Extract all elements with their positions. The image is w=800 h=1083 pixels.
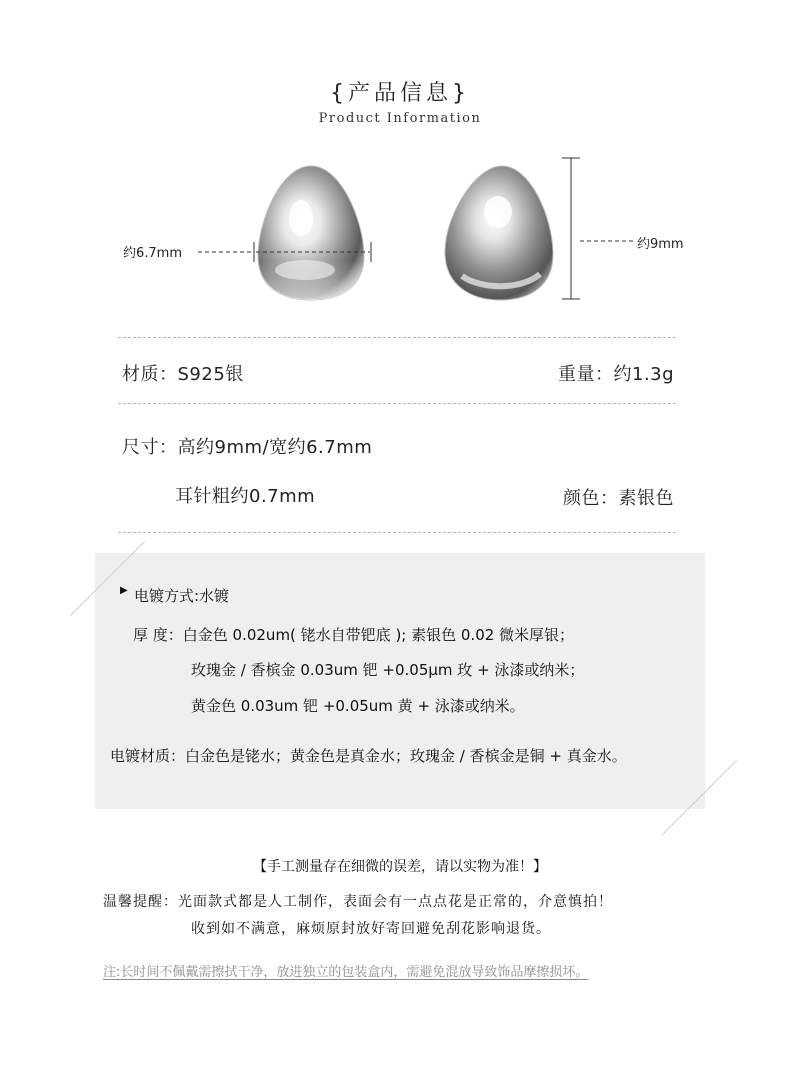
height-label: 约9mm [637,237,684,252]
earring-front-image [243,158,379,306]
divider [118,532,676,533]
earring-side-image [432,158,566,306]
plating-thickness-line2: 玫瑰金 / 香槟金 0.03um 钯 +0.05μm 玫 + 泳漆或纳米； [191,661,585,679]
plating-method: 电镀方式:水镀 [134,587,230,605]
title-chinese: {产品信息} [330,81,470,106]
reminder-line1: 温馨提醒：光面款式都是人工制作，表面会有一点点花是正常的，介意慎拍！ [103,894,613,910]
height-dimension-line [558,154,638,304]
measurement-notice: 【手工测量存在细微的误差，请以实物为准！】 [253,859,547,875]
material-spec: 材质：S925银 [122,364,244,385]
divider [118,403,676,404]
title-english: Product Information [318,111,482,126]
reminder-line2: 收到如不满意，麻烦原封放好寄回避免刮花影响退货。 [191,921,551,937]
plating-thickness-line1: 厚 度：白金色 0.02um( 铑水自带钯底 ); 素银色 0.02 微米厚银； [133,626,575,644]
weight-spec: 重量：约1.3g [558,364,675,385]
width-dimension-line [198,240,378,264]
plating-thickness-line3: 黄金色 0.03um 钯 +0.05um 黄 + 泳漆或纳米。 [191,697,525,715]
plating-method-marker: ▶ [120,585,128,596]
divider [118,337,676,338]
width-label: 约6.7mm [123,246,183,261]
needle-spec: 耳针粗约0.7mm [175,486,316,507]
size-spec: 尺寸：高约9mm/宽约6.7mm [122,437,373,458]
care-note: 注:长时间不佩戴需擦拭干净，放进独立的包装盒内，需避免混放导致饰品摩擦损坏。 [103,965,589,980]
plating-material: 电镀材质：白金色是铑水；黄金色是真金水；玫瑰金 / 香槟金是铜 + 真金水。 [110,747,627,765]
color-spec: 颜色：素银色 [563,488,674,509]
